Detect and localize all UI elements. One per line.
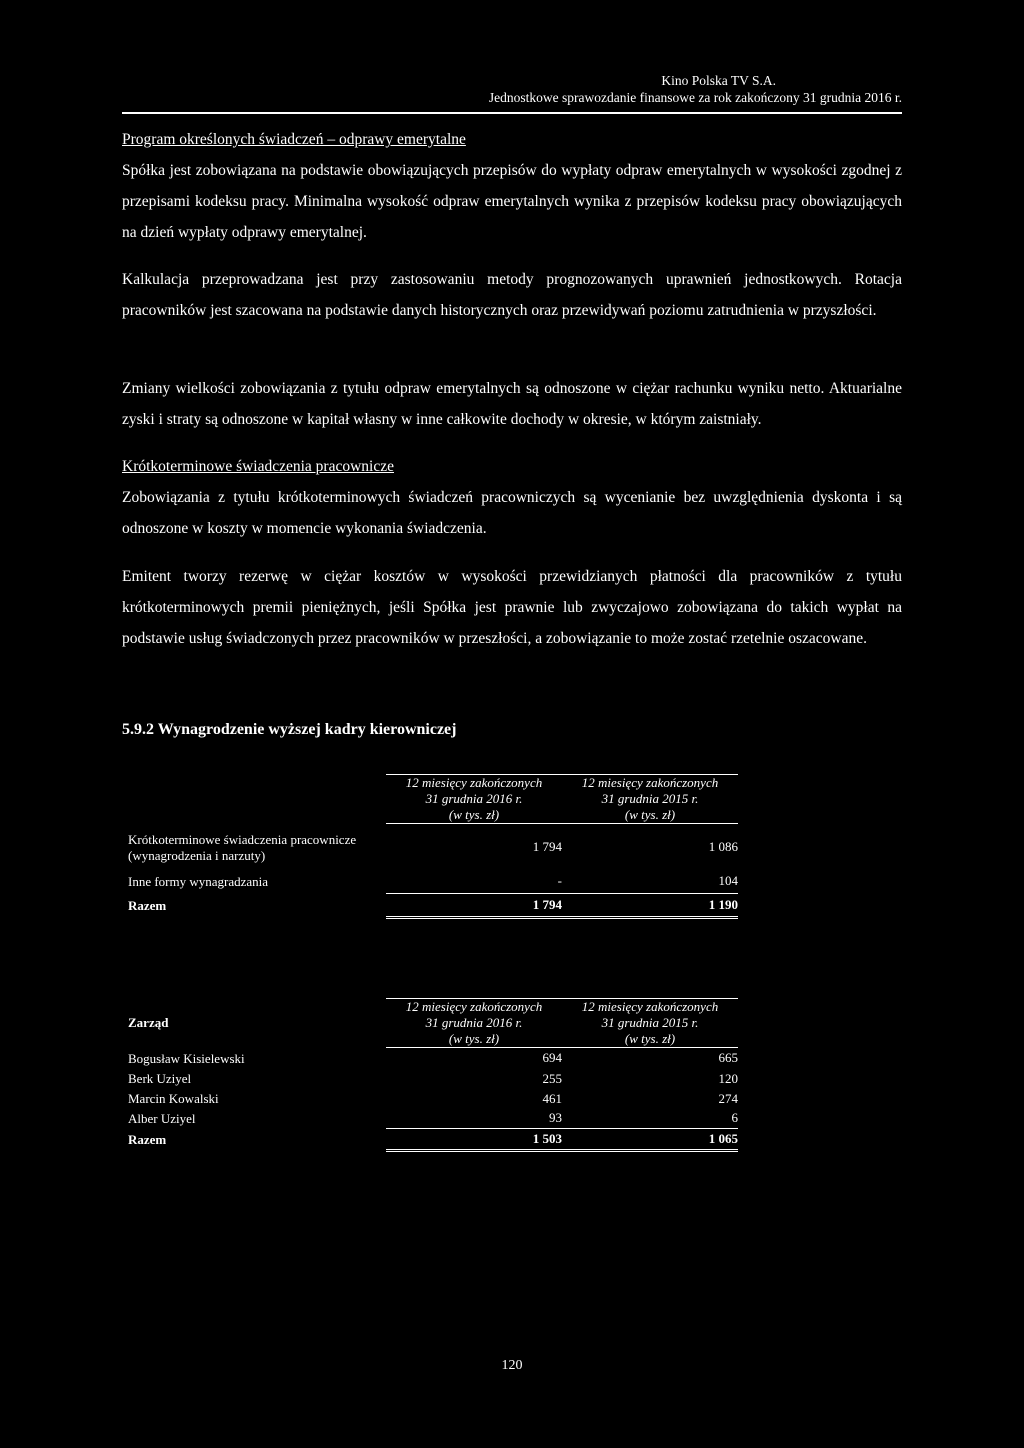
total-label: Razem (128, 897, 167, 913)
value-2016: 694 (386, 1048, 562, 1069)
total-2015: 1 065 (562, 1129, 738, 1151)
total-row (122, 1129, 738, 1151)
table-header-row (122, 999, 738, 1048)
management-board-table (122, 998, 738, 1152)
row-label: Krótkoterminowe świadczenia pracownicze (128, 831, 357, 847)
board-member-name: Marcin Kowalski (128, 1090, 219, 1106)
column-header-2015: 12 miesięcy zakończonych 31 grudnia 2015 r. (w tys. zł) (562, 999, 738, 1048)
report-title: Jednostkowe sprawozdanie finansowe za rok zakończony 31 grudnia 2016 r. (488, 90, 902, 105)
remuneration-heading: 5.9.2 Wynagrodzenie wyższej kadry kierowniczej (122, 721, 457, 738)
board-member-name: Berk Uziyel (128, 1070, 192, 1086)
short-term-paragraph-2: Emitent tworzy rezerwę w ciężar kosztów w wysokości przewidzianych płatności dla pracowników z tytułu krótkoterminowych premii pieniężnych, jeśli Spółka jest prawnie lub zwyczajowo zobowiązana do takich wypłat na podstawie usług świadczonych przez pracowników w przeszłości, a zobowiązanie to może zostać rzetelnie oszacowane. (122, 568, 902, 647)
retirement-paragraph-2: Kalkulacja przeprowadzana jest przy zastosowaniu metody prognozowanych uprawnień jednostkowych. Rotacja pracowników jest szacowana na podstawie danych historycznych oraz przewidywań poziomu zatrudnienia w przyszłości. (122, 271, 902, 319)
page-header (122, 72, 902, 106)
table-row (122, 1089, 738, 1109)
retirement-paragraph-1: Spółka jest zobowiązana na podstawie obowiązujących przepisów do wypłaty odpraw emerytalnych w wysokości zgodnej z przepisami kodeksu pracy. Minimalna wysokość odpraw emerytalnych wynika z przepisów kodeksu pracy obowiązujących na dzień wypłaty odprawy emerytalnej. (122, 162, 902, 241)
retirement-section-3 (122, 373, 902, 435)
value-2015: 6 (731, 1110, 738, 1126)
remuneration-summary-table (122, 774, 738, 919)
board-member-name: Alber Uziyel (128, 1110, 196, 1126)
retirement-heading: Program określonych świadczeń – odprawy emerytalne (122, 131, 466, 148)
value-2015: 665 (562, 1048, 738, 1069)
value-2015: 1 086 (562, 824, 738, 870)
table-row (122, 1048, 738, 1069)
total-row (122, 894, 738, 918)
table-header-row (122, 775, 738, 824)
retirement-paragraph-3: Zmiany wielkości zobowiązania z tytułu odpraw emerytalnych są odnoszone w ciężar rachunku wyniku netto. Aktuarialne zyski i straty są odnoszone w kapitał własny w inne całkowite dochody w okresie, w którym zaistniały. (122, 380, 902, 428)
table-row (122, 870, 738, 894)
board-label-header: Zarząd (128, 1015, 169, 1030)
short-term-paragraph-1: Zobowiązania z tytułu krótkoterminowych świadczeń pracowniczych są wycenianie bez uwzględnienia dyskonta i są odnoszone w koszty w momencie wykonania świadczenia. (122, 489, 902, 537)
value-2016: 255 (542, 1070, 562, 1086)
total-label: Razem (128, 1131, 167, 1147)
board-member-name: Bogusław Kisielewski (128, 1050, 245, 1066)
value-2015: 104 (718, 873, 738, 889)
column-header-2016: 12 miesięcy zakończonych 31 grudnia 2016 r. (w tys. zł) (386, 775, 562, 824)
value-2016: - (557, 873, 562, 889)
retirement-section (122, 124, 902, 248)
short-term-section-2 (122, 561, 902, 654)
column-header-2016: 12 miesięcy zakończonych 31 grudnia 2016 r. (w tys. zł) (386, 999, 562, 1048)
value-2016: 93 (549, 1110, 562, 1126)
total-2016: 1 503 (386, 1129, 562, 1151)
total-2016: 1 794 (386, 894, 562, 918)
value-2015: 274 (718, 1090, 738, 1106)
value-2016: 1 794 (386, 824, 562, 870)
short-term-section (122, 451, 902, 544)
column-header-2015: 12 miesięcy zakończonych 31 grudnia 2015 r. (w tys. zł) (562, 775, 738, 824)
page-number: 120 (501, 1358, 523, 1373)
table-row (122, 1109, 738, 1129)
value-2016: 461 (542, 1090, 562, 1106)
row-label: Inne formy wynagradzania (128, 873, 269, 889)
row-label-sub: (wynagrodzenia i narzuty) (128, 847, 266, 863)
company-name: Kino Polska TV S.A. (661, 73, 776, 88)
value-2015: 120 (718, 1070, 738, 1086)
total-2015: 1 190 (562, 894, 738, 918)
table-row (122, 824, 738, 870)
short-term-heading: Krótkoterminowe świadczenia pracownicze (122, 458, 394, 475)
table-row (122, 1069, 738, 1089)
header-divider (122, 112, 902, 114)
retirement-section-2 (122, 264, 902, 326)
